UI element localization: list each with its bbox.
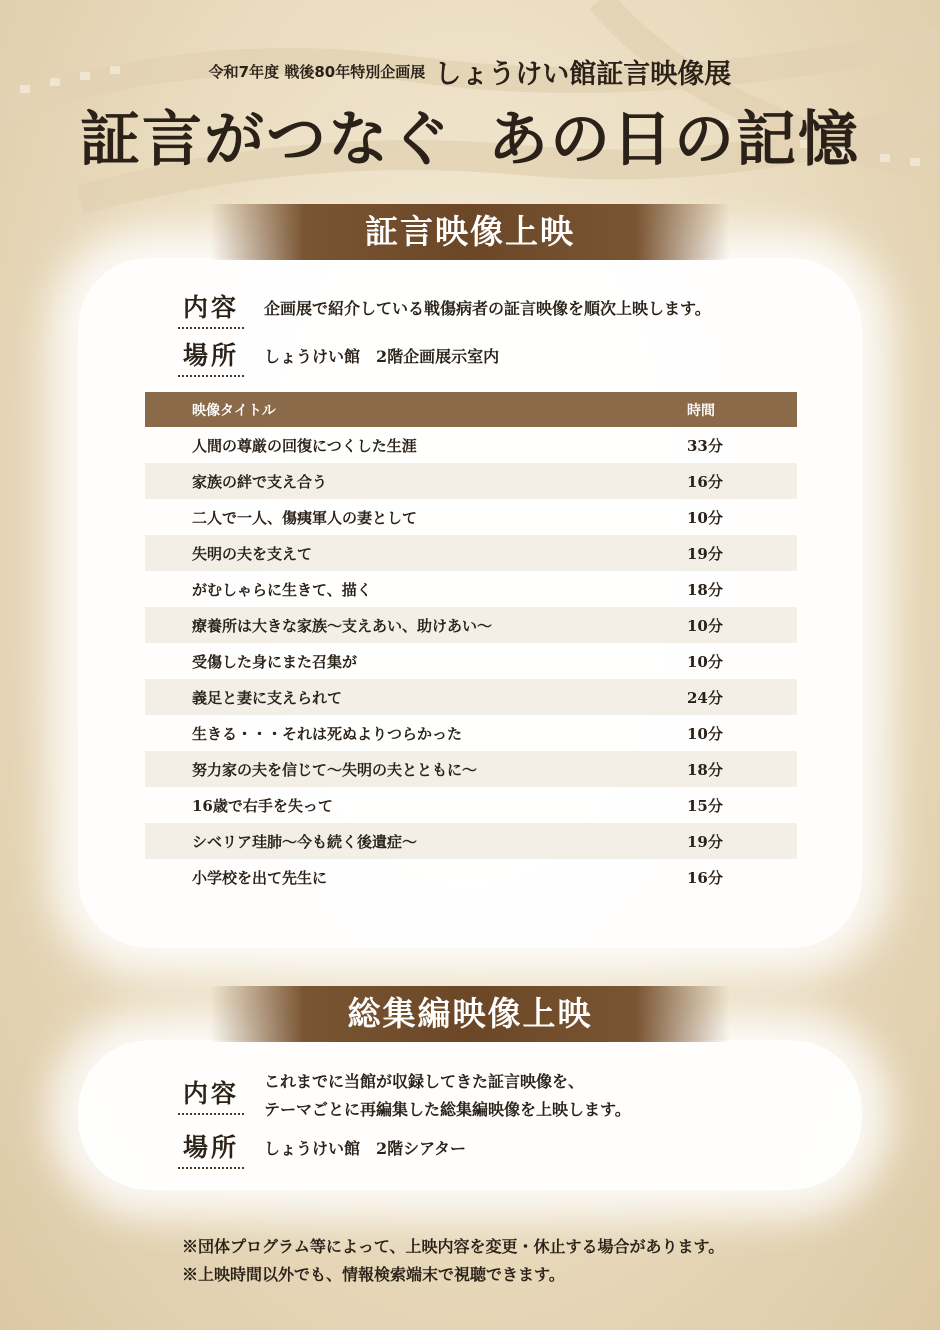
film-duration: 15分 — [687, 796, 723, 815]
footnote: ※団体プログラム等によって、上映内容を変更・休止する場合があります。 — [182, 1237, 725, 1256]
content-line: テーマごとに再編集した総集編映像を上映します。 — [264, 1100, 631, 1119]
footnotes — [182, 1233, 724, 1289]
film-title: 受傷した身にまた召集が — [192, 652, 358, 671]
film-title: 失明の夫を支えて — [145, 535, 687, 571]
film-title: 努力家の夫を信じて～失明の夫とともに～ — [145, 751, 687, 787]
table-row — [145, 427, 797, 463]
film-title: 生きる・・・それは死ぬよりつらかった — [192, 724, 463, 743]
place-label: 場所 — [178, 1128, 244, 1169]
table-row — [145, 787, 797, 823]
header-duration: 時間 — [687, 392, 797, 427]
film-duration: 10分 — [687, 724, 723, 743]
film-duration: 19分 — [687, 535, 797, 571]
table-row — [145, 463, 797, 499]
section-banner-digest: 総集編映像上映 — [210, 986, 730, 1042]
film-duration: 10分 — [687, 508, 723, 527]
footnote: ※上映時間以外でも、情報検索端末で視聴できます。 — [182, 1265, 565, 1284]
table-row — [145, 679, 797, 715]
film-duration: 18分 — [687, 751, 797, 787]
header-title: 映像タイトル — [145, 392, 687, 427]
film-duration: 33分 — [687, 436, 723, 455]
film-duration: 10分 — [687, 652, 723, 671]
table-row — [145, 571, 797, 607]
film-duration: 10分 — [687, 607, 797, 643]
table-row — [145, 607, 797, 643]
film-title: 二人で一人、傷痍軍人の妻として — [192, 508, 418, 527]
film-title: 療養所は大きな家族～支えあい、助けあい～ — [145, 607, 687, 643]
table-row — [145, 643, 797, 679]
content-label: 内容 — [178, 288, 244, 329]
film-title: シベリア珪肺～今も続く後遺症～ — [145, 823, 687, 859]
content-label: 内容 — [178, 1074, 244, 1115]
table-row — [145, 715, 797, 751]
exhibition-header — [0, 52, 940, 91]
film-title: 家族の絆で支え合う — [145, 463, 687, 499]
film-duration: 24分 — [687, 679, 797, 715]
title-part1: 証言がつなぐ — [80, 105, 452, 175]
table-row — [145, 535, 797, 571]
film-duration: 19分 — [687, 823, 797, 859]
content-text: 企画展で紹介している戦傷病者の証言映像を順次上映します。 — [264, 299, 711, 318]
film-title: 人間の尊厳の回復につくした生涯 — [192, 436, 417, 455]
film-duration: 16分 — [687, 868, 723, 887]
film-title: 義足と妻に支えられて — [145, 679, 687, 715]
section-banner-testimony: 証言映像上映 — [210, 204, 730, 260]
table-header-row — [145, 392, 797, 427]
place-text: しょうけい館 2階企画展示室内 — [264, 347, 500, 366]
film-title: 16歳で右手を失って — [192, 796, 333, 815]
table-row — [145, 859, 797, 895]
table-row — [145, 751, 797, 787]
film-duration: 16分 — [687, 463, 797, 499]
pre-title: 令和7年度 戦後80年特別企画展 — [208, 63, 426, 81]
table-row — [145, 823, 797, 859]
film-title: 小学校を出て先生に — [192, 868, 328, 887]
place-text: しょうけい館 2階シアター — [264, 1139, 467, 1158]
content-text — [264, 1068, 631, 1124]
page-title — [0, 92, 940, 178]
exhibition-name: しょうけい館証言映像展 — [434, 59, 732, 90]
film-title: がむしゃらに生きて、描く — [192, 580, 372, 599]
film-table — [145, 392, 797, 895]
place-label: 場所 — [178, 336, 244, 377]
content-line: これまでに当館が収録してきた証言映像を、 — [264, 1072, 585, 1091]
title-part2: あの日の記憶 — [488, 105, 860, 175]
table-row — [145, 499, 797, 535]
film-duration: 18分 — [687, 580, 723, 599]
